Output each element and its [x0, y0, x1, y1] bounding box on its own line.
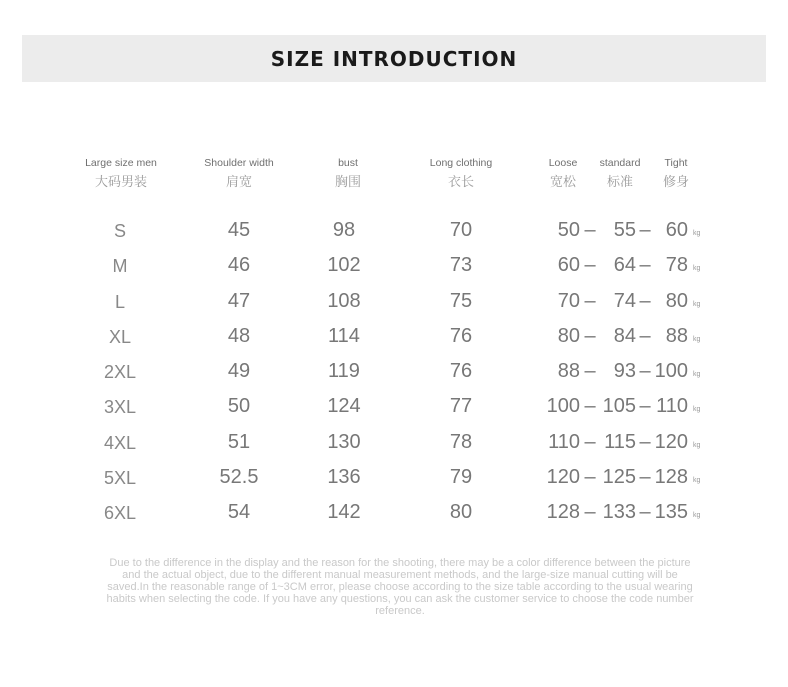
range-dash: – [584, 254, 596, 277]
range-dash: – [584, 501, 596, 524]
length-value: 73 [449, 254, 473, 277]
standard-weight: 64 [613, 254, 636, 277]
header-standard [594, 157, 646, 190]
shoulder-value: 47 [227, 289, 251, 312]
header-bust-en: bust [338, 157, 358, 169]
standard-weight: 125 [602, 466, 636, 489]
tight-weight: 80 [665, 289, 688, 312]
loose-weight: 120 [546, 466, 580, 489]
table-row [0, 495, 788, 530]
header-size [80, 157, 162, 190]
shoulder-value: 49 [227, 360, 251, 383]
loose-weight: 50 [557, 219, 580, 241]
loose-weight: 100 [546, 395, 580, 418]
size-label: XL [108, 326, 132, 347]
length-value: 75 [449, 289, 473, 312]
header-shoulder-cn: 肩宽 [225, 175, 252, 190]
length-value: 80 [449, 501, 473, 524]
tight-weight: 128 [654, 466, 688, 489]
loose-weight: 128 [546, 501, 580, 524]
header-standard-en: standard [599, 157, 641, 169]
range-dash: – [639, 395, 651, 418]
table-row [0, 425, 788, 460]
tight-weight: 100 [654, 360, 688, 383]
shoulder-value: 50 [227, 395, 251, 418]
table-row [0, 319, 788, 354]
tight-weight: 120 [654, 430, 688, 453]
header-long [421, 157, 501, 190]
range-dash: – [639, 324, 651, 347]
weight-unit: kg [693, 335, 701, 343]
loose-weight: 70 [557, 289, 580, 312]
size-table [0, 213, 788, 531]
size-label: S [113, 221, 126, 241]
weight-unit: kg [693, 441, 701, 449]
range-dash: – [639, 254, 651, 277]
tight-weight: 60 [665, 219, 688, 241]
page-title: SIZE INTRODUCTION [270, 46, 518, 71]
standard-weight: 55 [613, 219, 636, 241]
length-value: 76 [449, 324, 473, 347]
weight-unit: kg [693, 230, 701, 237]
header-shoulder [199, 157, 279, 190]
range-dash: – [584, 324, 596, 347]
size-label: 5XL [103, 468, 137, 489]
length-value: 79 [449, 466, 473, 489]
loose-weight: 60 [557, 254, 580, 277]
range-dash: – [584, 360, 596, 383]
tight-weight: 110 [656, 395, 688, 418]
range-dash: – [639, 289, 651, 312]
bust-value: 142 [327, 501, 361, 524]
header-size-cn: 大码男装 [94, 175, 147, 190]
weight-unit: kg [693, 512, 701, 520]
bust-value: 124 [327, 395, 361, 418]
standard-weight: 133 [602, 501, 636, 524]
range-dash: – [639, 466, 651, 489]
length-value: 70 [449, 219, 473, 241]
table-row [0, 248, 788, 283]
table-row [0, 213, 788, 248]
bust-value: 136 [327, 466, 361, 489]
header-long-en: Long clothing [429, 157, 493, 169]
loose-weight: 88 [557, 360, 580, 383]
range-dash: – [584, 219, 596, 241]
header-size-en: Large size men [85, 157, 157, 169]
standard-weight: 105 [602, 395, 636, 418]
shoulder-value: 45 [227, 219, 251, 241]
standard-weight: 93 [613, 360, 636, 383]
header-loose-en: Loose [548, 157, 578, 169]
size-label: 3XL [103, 397, 137, 418]
range-dash: – [639, 430, 651, 453]
shoulder-value: 54 [227, 501, 251, 524]
range-dash: – [639, 360, 651, 383]
length-value: 78 [449, 430, 473, 453]
size-label: L [114, 291, 125, 312]
shoulder-value: 52.5 [219, 466, 259, 489]
weight-unit: kg [693, 477, 701, 485]
bust-value: 119 [328, 360, 360, 383]
table-row [0, 389, 788, 424]
range-dash: – [584, 395, 596, 418]
size-label: M [112, 256, 128, 277]
shoulder-value: 46 [227, 254, 251, 277]
title-banner [22, 35, 766, 82]
bust-value: 130 [327, 430, 361, 453]
header-tight-en: Tight [664, 157, 688, 169]
weight-unit: kg [693, 371, 701, 379]
standard-weight: 84 [613, 324, 636, 347]
range-dash: – [584, 466, 596, 489]
table-row [0, 354, 788, 389]
weight-unit: kg [693, 300, 701, 308]
size-label: 4XL [103, 432, 137, 453]
length-value: 76 [449, 360, 473, 383]
table-row [0, 284, 788, 319]
bust-value: 102 [327, 254, 361, 277]
shoulder-value: 51 [227, 430, 251, 453]
weight-unit: kg [693, 265, 701, 273]
header-tight [656, 157, 696, 190]
header-standard-cn: 标准 [606, 175, 633, 190]
tight-weight: 88 [665, 324, 688, 347]
shoulder-value: 48 [227, 324, 251, 347]
header-long-cn: 衣长 [447, 175, 474, 190]
header-shoulder-en: Shoulder width [204, 157, 274, 169]
bust-value: 108 [327, 289, 361, 312]
size-label: 2XL [103, 362, 137, 383]
bust-value: 114 [328, 324, 360, 347]
header-loose [543, 157, 583, 190]
header-tight-cn: 修身 [662, 175, 689, 190]
length-value: 77 [449, 395, 473, 418]
loose-weight: 110 [548, 430, 580, 453]
range-dash: – [639, 501, 651, 524]
header-bust [318, 157, 378, 190]
table-row [0, 460, 788, 495]
size-label: 6XL [103, 503, 137, 524]
tight-weight: 135 [654, 501, 688, 524]
header-bust-cn: 胸围 [334, 175, 361, 190]
weight-unit: kg [693, 406, 701, 414]
tight-weight: 78 [665, 254, 688, 277]
range-dash: – [639, 219, 651, 241]
loose-weight: 80 [557, 324, 580, 347]
range-dash: – [584, 289, 596, 312]
bust-value: 98 [332, 219, 356, 241]
range-dash: – [584, 430, 596, 453]
standard-weight: 115 [604, 430, 636, 453]
standard-weight: 74 [613, 289, 636, 312]
disclaimer-note: Due to the difference in the display and the reason for the shooting, there may be a color difference between the picture and the actual object, due to the different manual measurement methods, and the large-size manual cutting will be saved.In the reasonable range of 1~3CM error, please choose according to the size table according to the usual wearing habits when selecting the code. If you have any questions, you can ask the customer service to choose the code number reference. [106, 557, 694, 617]
header-loose-cn: 宽松 [549, 175, 576, 190]
